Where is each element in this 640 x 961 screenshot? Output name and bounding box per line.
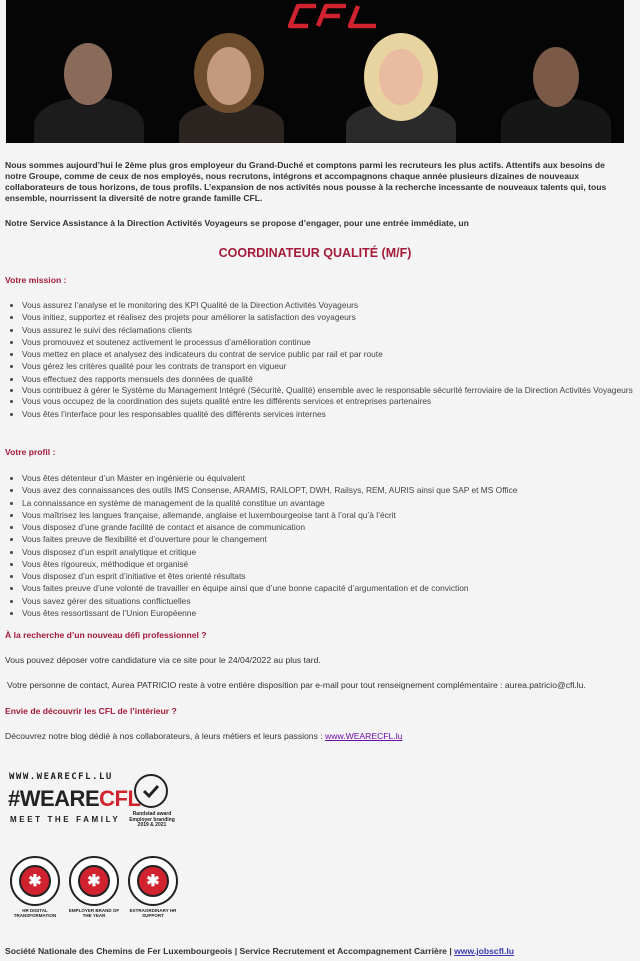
list-item: • Vous êtes ressortissant de l’Union Européenne <box>22 607 634 619</box>
list-item: • Vous êtes rigoureux, méthodique et organisé <box>22 558 634 570</box>
discover-label: Découvrez notre blog dédié à nos collaborateurs, à leurs métiers et leurs passions : <box>5 731 326 741</box>
award-line: Randstad award <box>132 811 172 817</box>
jobscfl-link[interactable]: www.jobscfl.lu <box>454 946 514 956</box>
branding-tagline: MEET THE FAMILY <box>10 815 121 824</box>
challenge-heading: À la recherche d’un nouveau défi professionnel ? <box>5 630 207 640</box>
list-item: • Vous gérez les critères qualité pour les contrats de transport en vigueur <box>22 360 634 372</box>
list-item: • Vous mettez en place et analysez des indicateurs du contrat de service public par rail et par route <box>22 348 634 360</box>
award-line: 2019 & 2021 <box>137 822 167 828</box>
hr-award-label: EXTRAORDINARY HR SUPPORT <box>129 908 177 918</box>
list-item: • Vous disposez d’un esprit d’initiative et êtes orienté résultats <box>22 570 634 582</box>
hr-award-badge: ✱ <box>10 856 60 906</box>
team-member-photo <box>346 33 456 143</box>
hr-award-label: HR DIGITAL TRANSFORMATION <box>13 908 57 918</box>
list-item: • Vous êtes l’interface pour les responsables qualité des différents services internes <box>22 408 634 420</box>
list-item: • Vous initiez, supportez et réalisez des projets pour améliorer la satisfaction des voyageurs <box>22 311 634 323</box>
cfl-logo <box>284 2 384 30</box>
list-item: • Vous avez des connaissances des outils IMS Consense, ARAMIS, RAILOPT, DWH, Railsys, REM, AURIS ainsi que SAP et MS Office <box>22 484 634 496</box>
team-member-photo <box>174 33 284 143</box>
list-item: • Vous savez gérer des situations conflictuelles <box>22 595 634 607</box>
list-item: • Vous assurez l’analyse et le monitoring des KPI Qualité de la Direction Activités Voyageurs <box>22 299 634 311</box>
branding-url: WWW.WEARECFL.LU <box>9 772 113 782</box>
award-line: Employer branding <box>129 816 175 823</box>
list-item: • Vous vous occupez de la coordination des sujets qualité entre les différents services et entreprises partenaires <box>22 395 634 407</box>
footer-label: Société Nationale des Chemins de Fer Luxembourgeois | Service Recrutement et Accompagnement Carrière | <box>5 946 455 956</box>
hero-banner <box>6 0 624 143</box>
list-item: • Vous contribuez à gérer le Système du Management Intégré (Sécurité, Qualité) ensemble avec le responsable sécurité ferroviaire de la Direction Activités Voyageurs <box>22 385 634 396</box>
list-item: • Vous promouvez et soutenez activement le processus d’amélioration continue <box>22 336 634 348</box>
list-item: • Vous faites preuve de flexibilité et d’ouverture pour le changement <box>22 533 634 545</box>
job-title: COORDINATEUR QUALITÉ (M/F) <box>218 246 412 260</box>
list-item: • Vous maîtrisez les langues française, allemande, anglaise et luxembourgeoise tant à l’oral qu’à l’écrit <box>22 509 634 521</box>
hashtag-weare: #WEARE <box>8 786 100 811</box>
team-member-photo <box>34 38 144 143</box>
award-text <box>122 812 182 829</box>
discover-heading: Envie de découvrir les CFL de l’intérieur ? <box>5 706 177 716</box>
contact-text: Votre personne de contact, Aurea PATRICIO reste à votre entière disposition par e-mail pour tout renseignement complémentaire : aurea.patricio@cfl.lu. <box>7 680 586 690</box>
mission-heading: Votre mission : <box>5 275 67 285</box>
wearecfl-link[interactable]: www.WEARECFL.lu <box>325 731 403 741</box>
deadline-text: Vous pouvez déposer votre candidature via ce site pour le 24/04/2022 au plus tard. <box>5 655 321 665</box>
profile-heading: Votre profil : <box>5 447 56 457</box>
hr-award-badge: ✱ <box>69 856 119 906</box>
hashtag-cfl: CFL <box>99 786 141 811</box>
branding-hashtag <box>8 786 140 812</box>
list-item: • Vous disposez d’un esprit analytique et critique <box>22 546 634 558</box>
list-item: • La connaissance en système de management de la qualité constitue un avantage <box>22 497 634 509</box>
team-member-photo <box>501 43 611 143</box>
hr-award-badge: ✱ <box>128 856 178 906</box>
list-item: • Vous assurez le suivi des réclamations clients <box>22 324 634 336</box>
hr-award-label: EMPLOYER BRAND OF THE YEAR <box>68 908 120 918</box>
footer-text <box>5 946 625 957</box>
service-line: Notre Service Assistance à la Direction Activités Voyageurs se propose d’engager, pour une entrée immédiate, un <box>5 218 469 228</box>
list-item: • Vous effectuez des rapports mensuels des données de qualité <box>22 373 634 385</box>
list-item: • Vous disposez d’une grande facilité de contact et aisance de communication <box>22 521 634 533</box>
profile-list <box>7 472 634 619</box>
intro-paragraph: Nous sommes aujourd’hui le 2ème plus gros employeur du Grand-Duché et comptons parmi les recruteurs les plus actifs. Attentifs aux besoins de notre Groupe, comme de ceux de nos employés, nous recrutons, intégrons et accompagnons chaque année plusieurs dizaines de nouveaux collaborateurs de tous horizons, de tous profils. L’expansion de nos activités nous pousse à la recherche incessante de nouveaux talents qui, tous ensemble, nourrissent la diversité de notre grande famille CFL. <box>5 160 607 203</box>
discover-text <box>5 731 625 742</box>
mission-list <box>7 299 634 420</box>
branding-block <box>6 770 186 920</box>
list-item: • Vous faites preuve d’une volonté de travailler en équipe ainsi que d’une bonne capacité d’argumentation et de conviction <box>22 582 634 594</box>
list-item: • Vous êtes détenteur d’un Master en ingénierie ou équivalent <box>22 472 634 484</box>
award-check-icon <box>134 774 168 808</box>
